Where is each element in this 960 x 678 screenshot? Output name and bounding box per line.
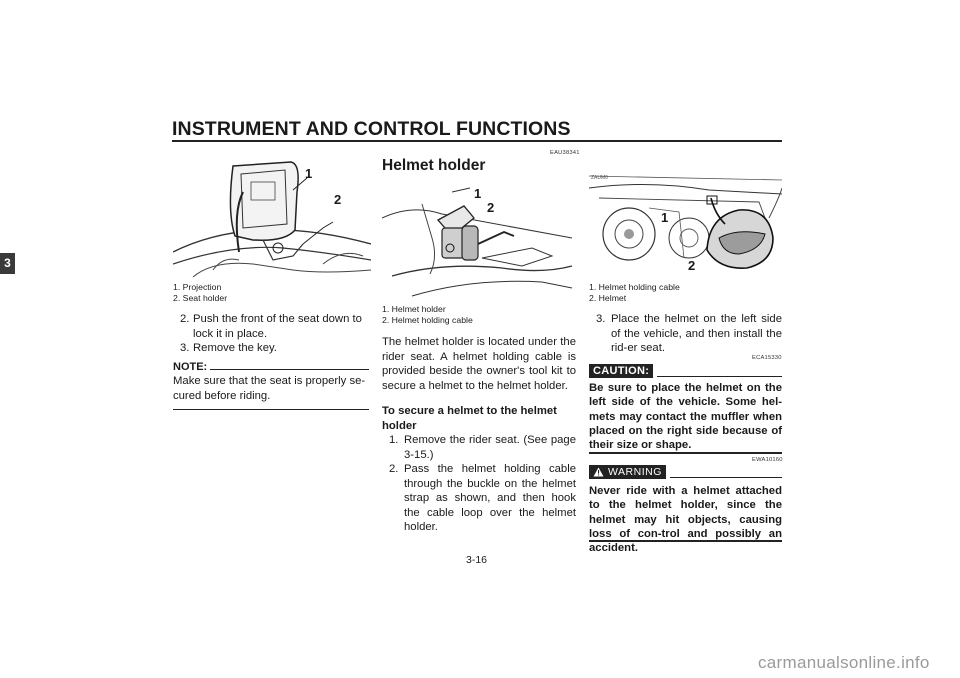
section-title: Helmet holder bbox=[382, 157, 486, 174]
callout-2: 2 bbox=[334, 192, 342, 207]
page-number: 3-16 bbox=[466, 554, 488, 566]
helmet-placement-figure bbox=[589, 158, 782, 278]
step-text: Remove the key. bbox=[193, 342, 277, 354]
figure-caption bbox=[589, 282, 680, 304]
steps-list bbox=[589, 312, 782, 356]
figure-tag: ZAUM0 bbox=[591, 175, 608, 181]
warning-code: EWA10160 bbox=[752, 457, 783, 463]
note-text: Make sure that the seat is properly se-cured before riding. bbox=[173, 375, 366, 402]
seat-holder-figure bbox=[173, 152, 371, 282]
caption-line: 2. Seat holder bbox=[173, 293, 228, 303]
caption-line: 2. Helmet holding cable bbox=[382, 315, 473, 325]
warning-triangle-icon bbox=[593, 467, 604, 477]
caution-header bbox=[589, 364, 782, 378]
step-item bbox=[382, 433, 576, 462]
note-label: NOTE: bbox=[173, 361, 208, 373]
section-code: EAU38341 bbox=[550, 150, 580, 156]
step-text: Pass the helmet holding cable through the buckle on the helmet strap as shown, and then hook the cable loop over the helmet holder. bbox=[404, 463, 576, 533]
warning-text: Never ride with a helmet attached to the helmet holder, since the helmet may hit objects, causing loss of con-trol and possibly an accident. bbox=[589, 485, 782, 555]
helmet-holder-figure bbox=[382, 178, 578, 303]
caution-code: ECA15330 bbox=[752, 355, 782, 361]
watermark: carmanualsonline.info bbox=[758, 653, 930, 672]
warning-label: WARNING bbox=[608, 466, 662, 478]
step-number: 3. bbox=[596, 313, 606, 325]
caption-line: 1. Helmet holding cable bbox=[589, 282, 680, 292]
step-number: 1. bbox=[389, 434, 399, 446]
intro-paragraph: The helmet holder is located under the rider seat. A helmet holding cable is provided beside the owner's tool kit to secure a helmet to the helmet holder. bbox=[382, 336, 576, 392]
warning-header bbox=[589, 465, 782, 479]
step-number: 2. bbox=[389, 463, 399, 475]
note-rule bbox=[210, 369, 369, 370]
callout-2: 2 bbox=[688, 258, 696, 273]
chapter-tab: 3 bbox=[0, 253, 15, 274]
procedure-heading: To secure a helmet to the helmet holder bbox=[382, 405, 557, 432]
callout-1: 1 bbox=[661, 210, 669, 225]
step-item bbox=[382, 462, 576, 535]
caption-line: 2. Helmet bbox=[589, 293, 627, 303]
warning-rule bbox=[670, 477, 782, 479]
caution-badge: CAUTION: bbox=[589, 364, 653, 378]
caution-rule bbox=[657, 376, 782, 378]
step-text: Place the helmet on the left side of the vehicle, and then install the rid-er seat. bbox=[611, 313, 782, 354]
step-item bbox=[589, 312, 782, 356]
step-text: Remove the rider seat. (See page 3-15.) bbox=[404, 434, 576, 461]
steps-list bbox=[382, 433, 576, 535]
warning-end-rule bbox=[589, 540, 782, 542]
caution-end-rule bbox=[589, 452, 782, 454]
step-number: 3. bbox=[180, 342, 190, 354]
caption-line: 1. Projection bbox=[173, 282, 222, 292]
note-box bbox=[173, 361, 369, 410]
figure-caption bbox=[382, 304, 473, 326]
step-number: 2. bbox=[180, 313, 190, 325]
caution-text: Be sure to place the helmet on the left side of the vehicle. Some hel-mets may contact the muffler when placed on the right side because of their size or shape. bbox=[589, 382, 782, 452]
steps-list bbox=[173, 312, 369, 356]
page-header-title: INSTRUMENT AND CONTROL FUNCTIONS bbox=[172, 118, 571, 140]
header-rule bbox=[172, 140, 782, 142]
caption-line: 1. Helmet holder bbox=[382, 304, 446, 314]
figure-caption bbox=[173, 282, 227, 304]
step-item bbox=[173, 312, 369, 341]
note-end-rule bbox=[173, 409, 369, 410]
callout-1: 1 bbox=[305, 166, 313, 181]
warning-badge bbox=[589, 465, 666, 479]
callout-1: 1 bbox=[474, 186, 482, 201]
callout-2: 2 bbox=[487, 200, 495, 215]
step-text: Push the front of the seat down to lock it in place. bbox=[193, 313, 362, 340]
step-item bbox=[173, 341, 369, 356]
